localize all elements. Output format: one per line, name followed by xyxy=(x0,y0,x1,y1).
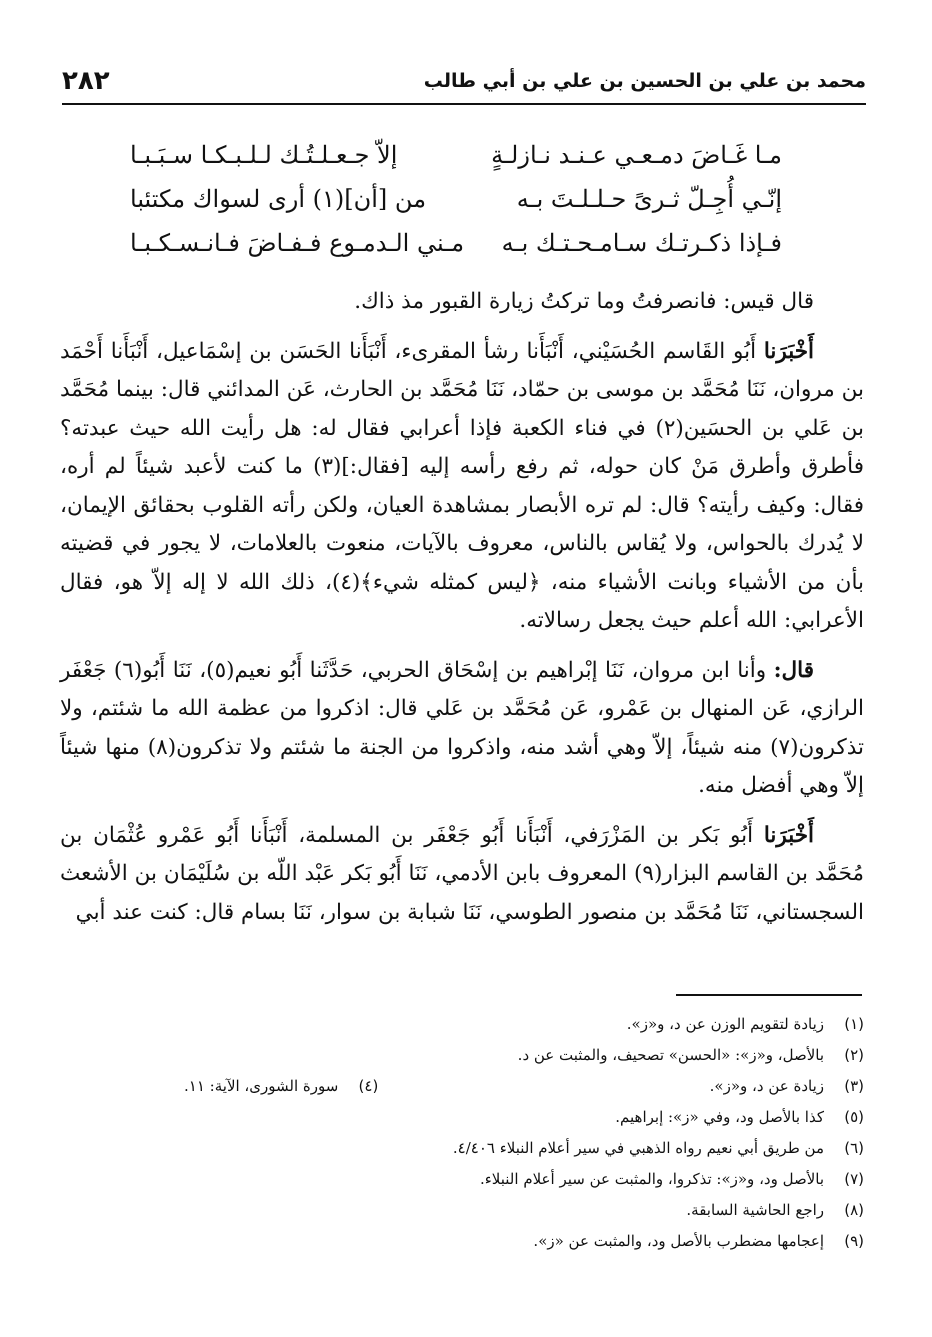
verse-second-hemistich: مـني الـدمـوع فـفـاضَ فـانـسـكـبـا xyxy=(130,229,465,257)
footnote-half xyxy=(184,1077,378,1095)
footnote xyxy=(60,1039,864,1070)
footnote-text: زيادة عن د، و«ز». xyxy=(709,1076,824,1095)
footnote-text: سورة الشورى، الآية: ١١. xyxy=(184,1076,339,1095)
footnotes xyxy=(60,1008,864,1256)
paragraph xyxy=(60,283,864,322)
footnote-number: (٧) xyxy=(844,1169,864,1188)
paragraph-text: أَبُو بَكر بن المَزْرَفي، أَنْبَأَنا أَبُو جَعْفَر بن المسلمة، أَنْبَأَنا أَبُو عَمْرو عُثْمَان بن مُحَمَّد بن القاسم البزار(٩) المعروف بابن الأدمي، نَنَا أَبُو بَكر عَبْد اللّه بن سُلَيْمَان بن الأشعث السجستاني، نَنَا مُحَمَّد بن منصور الطوسي، نَنَا شبابة بن سوار، نَنَا بسام قال: كنت عند أبي xyxy=(60,822,864,925)
verse-first-hemistich: مـا غَـاضَ دمـعـي عـنـد نـازلـةٍ xyxy=(491,141,782,169)
footnote xyxy=(60,1163,864,1194)
verse-second-hemistich: إلاّ جـعـلـتُـك لـلـبـكـا سـبَـبـا xyxy=(130,141,398,169)
paragraph-lead: أَخْبَرَنا xyxy=(763,338,814,364)
footnote-number: (٤) xyxy=(358,1076,379,1095)
footnote-number: (٣) xyxy=(844,1076,864,1095)
footnote-text: كذا بالأصل ود، وفي «ز»: إبراهيم. xyxy=(615,1107,824,1126)
page-header xyxy=(62,64,866,98)
paragraph-lead: أَخْبَرَنا xyxy=(763,822,814,848)
poem xyxy=(130,133,782,265)
footnote-rule xyxy=(676,994,862,996)
footnote xyxy=(60,1132,864,1163)
footnote-number: (٢) xyxy=(844,1045,864,1064)
footnote-number: (٩) xyxy=(844,1231,864,1250)
footnote-half xyxy=(710,1077,864,1095)
footnote-text: إعجامها مضطرب بالأصل ود، والمثبت عن «ز». xyxy=(533,1231,824,1250)
paragraph-lead: قال: xyxy=(773,657,814,683)
verse-second-hemistich: من [أن](١) أرى لسواك مكتئبا xyxy=(130,185,427,213)
footnote xyxy=(60,1225,864,1256)
footnote xyxy=(60,1194,864,1225)
poem-verse xyxy=(130,221,782,265)
footnote-text: بالأصل، و«ز»: «الحسن» تصحيف، والمثبت عن د. xyxy=(517,1045,824,1064)
paragraph-text: وأنا ابن مروان، نَنَا إبْراهيم بن إسْحَاق الحربي، حَدَّثَنا أَبُو نعيم(٥)، نَنَا أَبُو(٦) جَعْفَر الرازي، عَن المنهال بن عَمْرو، عَن مُحَمَّد بن عَلي قال: اذكروا من عظمة الله ما شئتم، ولا تذكرون(٧) منه شيئاً، إلاّ وهي أشد منه، واذكروا من الجنة ما شئتم ولا تذكرون(٨) منها شيئاً إلاّ وهي أفضل منه. xyxy=(60,657,864,798)
footnote xyxy=(60,1101,864,1132)
footnote-number: (١) xyxy=(844,1014,864,1033)
footnote-number: (٨) xyxy=(844,1200,864,1219)
footnote-text: راجع الحاشية السابقة. xyxy=(686,1200,824,1219)
paragraph-text: أَبُو القَاسم الحُسَيْني، أَنْبَأَنا رشأ المقرىء، أَنْبَأَنا الحَسَن بن إسْمَاعيل، أَنْبَأَنا أَحْمَد بن مروان، نَنَا مُحَمَّد بن موسى بن حمّاد، نَنَا مُحَمَّد بن الحارث، عَن المدائني قال: بينما مُحَمَّد بن عَلي بن الحسَين(٢) في فناء الكعبة فإذا أعرابي فقال له: هل رأيت الله حيث عبدته؟ فأطرق وأطرق مَنْ كان حوله، ثم رفع رأسه إليه [فقال:](٣) ما كنت لأعبد شيئاً لم أره، فقال: وكيف رأيته؟ قال: لم تره الأبصار بمشاهدة العيان، ولكن رأته القلوب بحقائق الإيمان، لا يُدرك بالحواس، ولا يُقاس بالناس، معروف بالآيات، منعوت بالعلامات، لا يجور في قضيته بأن من الأشياء وبانت الأشياء منه، ﴿ليس كمثله شيء﴾(٤)، ذلك الله لا إله إلاّ هو، فقال الأعرابي: الله أعلم حيث يجعل رسالاته. xyxy=(60,338,864,633)
main-text xyxy=(60,283,864,932)
header-rule xyxy=(62,103,866,105)
footnote xyxy=(60,1008,864,1039)
running-title: محمد بن علي بن الحسين بن علي بن أبي طالب xyxy=(423,70,866,92)
page-number: ٢٨٢ xyxy=(62,66,110,96)
footnote xyxy=(60,1070,864,1101)
footnote-text: زيادة لتقويم الوزن عن د، و«ز». xyxy=(626,1014,824,1033)
paragraph-text: قال قيس: فانصرفتُ وما تركتُ زيارة القبور مذ ذاك. xyxy=(354,289,814,314)
footnote-text: بالأصل ود، و«ز»: تذكروا، والمثبت عن سير أعلام النبلاء. xyxy=(479,1169,824,1188)
footnote-pair xyxy=(184,1077,864,1095)
footnote-text: من طريق أبي نعيم رواه الذهبي في سير أعلام النبلاء ٤/٤٠٦. xyxy=(452,1138,824,1157)
footnote-number: (٦) xyxy=(844,1138,864,1157)
paragraph xyxy=(60,652,864,806)
verse-first-hemistich: فـإذا ذكـرتـك سـامـحـتـك بـه xyxy=(501,229,782,257)
poem-verse xyxy=(130,133,782,177)
verse-first-hemistich: إنّـي أُجِـلّ ثـرىً حـلـلـتَ بـه xyxy=(516,185,782,213)
paragraph xyxy=(60,817,864,933)
footnote-number: (٥) xyxy=(844,1107,864,1126)
poem-verse xyxy=(130,177,782,221)
paragraph xyxy=(60,333,864,641)
